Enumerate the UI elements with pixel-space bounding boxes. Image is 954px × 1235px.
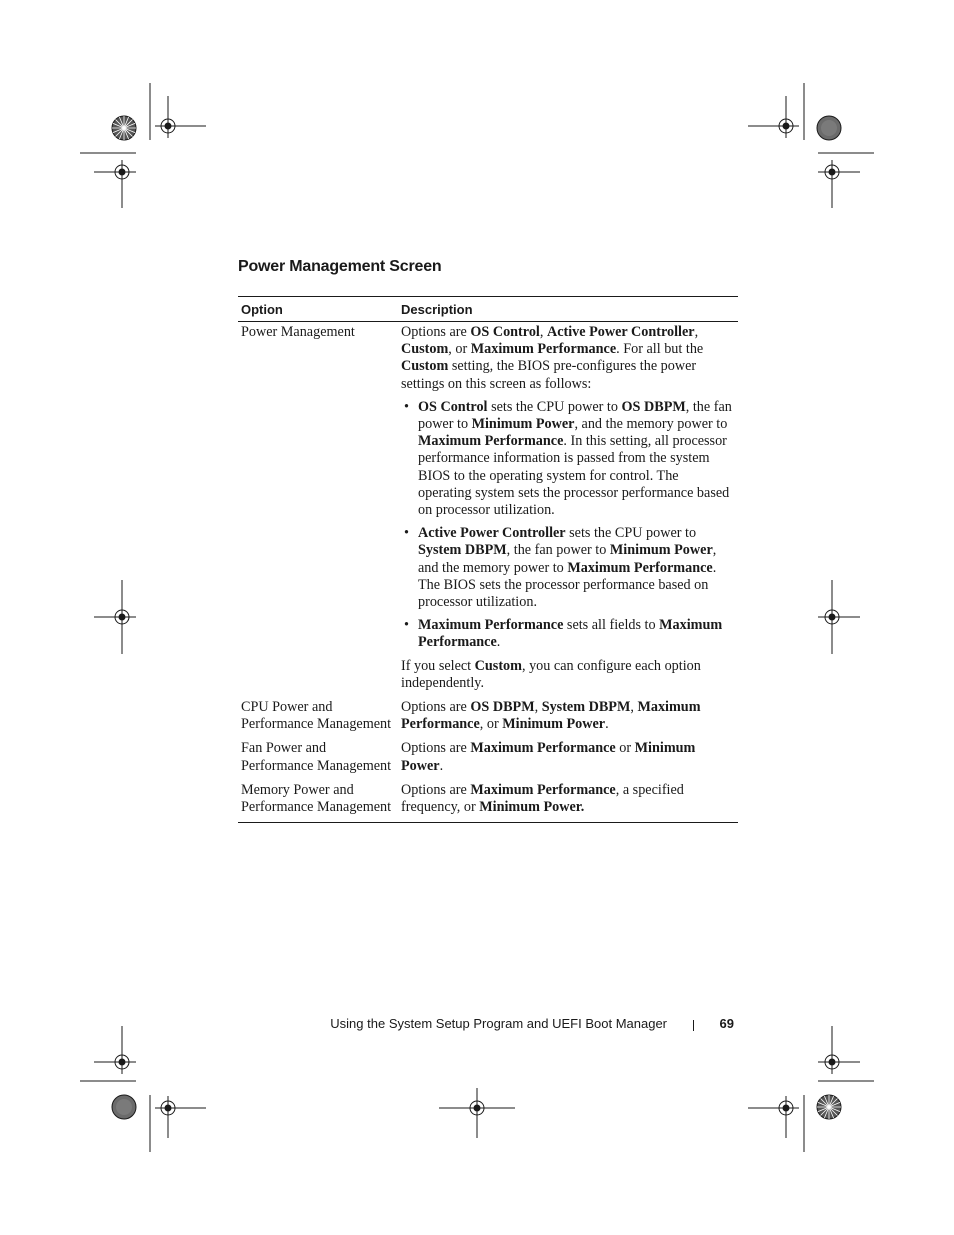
registration-target xyxy=(818,160,860,208)
gray-target xyxy=(112,1095,136,1119)
registration-target xyxy=(155,1096,206,1138)
option-description: Options are Maximum Performance or Minimum Power. xyxy=(401,740,696,774)
header-option: Option xyxy=(241,301,283,317)
table-row xyxy=(238,775,738,822)
registration-target xyxy=(439,1088,515,1138)
table-row xyxy=(238,692,738,733)
registration-target xyxy=(818,580,860,654)
settings-list xyxy=(401,399,734,652)
registration-target xyxy=(748,96,799,138)
gray-target xyxy=(817,116,841,140)
list-item: • OS Control sets the CPU power to OS DBPM, the fan power to Minimum Power, and the memory power to Maximum Performance. In this setting, all processor performance information is passed from the system BIOS to the operating system for control. The operating system sets the processor performance based on processor utilization. xyxy=(401,399,734,519)
option-name: Memory Power and Performance Management xyxy=(241,781,392,816)
description-closing: If you select Custom, you can configure each option independently. xyxy=(401,657,701,691)
registration-target xyxy=(94,580,136,654)
option-name: CPU Power and Performance Management xyxy=(241,699,392,733)
table-row xyxy=(238,322,738,692)
description-intro: Options are OS Control, Active Power Controller, Custom, or Maximum Performance. For all but the Custom setting, the BIOS pre-configures the power settings on this screen as follows: xyxy=(401,324,704,392)
registration-target xyxy=(818,1026,860,1074)
footer-divider xyxy=(693,1020,694,1031)
option-description xyxy=(398,324,738,692)
table-header xyxy=(238,297,738,322)
list-item: • Maximum Performance sets all fields to Maximum Performance. xyxy=(401,617,734,651)
option-description: Options are Maximum Performance, a specified frequency, or Minimum Power. xyxy=(401,781,684,816)
page-number: 69 xyxy=(719,1016,734,1031)
section-title: Power Management Screen xyxy=(238,258,442,275)
registration-target xyxy=(155,96,206,138)
options-table xyxy=(238,296,738,823)
header-description: Description xyxy=(401,301,473,317)
page-footer xyxy=(300,1016,734,1034)
footer-chapter-title: Using the System Setup Program and UEFI Boot Manager xyxy=(330,1016,667,1031)
table-row xyxy=(238,733,738,774)
option-name: Power Management xyxy=(241,324,355,340)
option-name: Fan Power and Performance Management xyxy=(241,740,392,774)
option-description: Options are OS DBPM, System DBPM, Maximum Performance, or Minimum Power. xyxy=(401,699,701,733)
star-target xyxy=(817,1095,841,1119)
registration-target xyxy=(748,1096,799,1138)
registration-target xyxy=(94,160,136,208)
star-target xyxy=(112,116,136,140)
list-item: • Active Power Controller sets the CPU power to System DBPM, the fan power to Minimum Power, and the memory power to Maximum Performance. The BIOS sets the processor performance based on processor utilization. xyxy=(401,525,734,611)
registration-target xyxy=(94,1026,136,1074)
